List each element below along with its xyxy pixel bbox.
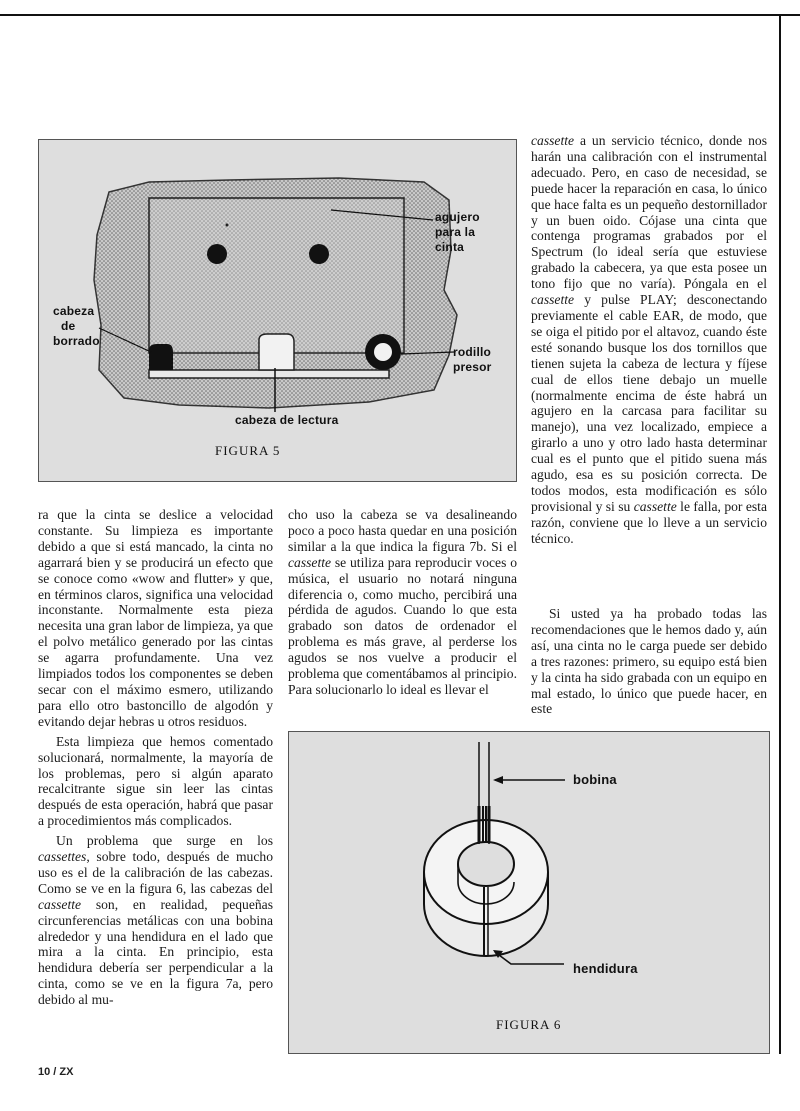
text-column-right-bottom [531,606,767,717]
label-bobina: bobina [573,772,617,787]
tape-path [149,370,389,378]
page-number: 10 / ZX [38,1066,74,1078]
paragraph: cassette a un servicio técnico, donde nos harán una calibración con el instrumental adecuado. Pero, en caso de necesidad, se puede hacer la reparación en casa, lo único que hace falta es un pequeño destornillador y un buen oido. Cójase una cinta que contenga programas grabados por el Spectrum (lo ideal sería que estuviese grabado la cabecera, ya que esta posee un tono fijo que no varía). Póngala en el cassette y pulse PLAY; desconectando previamente el cable EAR, de modo, que se oiga el pitido por el altavoz, cuando éste esté sonando busque los dos tornillos que tienen sujeta la cabeza de lectura y fíjese cual de ellos tiene debajo un muelle (normalmente encima de éste habrá un agujero en la carcasa para facilitar su manejo), una vez localizado, empiece a girarlo a uno y otro lado hasta determinar cual es el punto que el pitido suena más agudo, esa es su posición correcta. De todos modos, esta modificación es sólo provisional y si su cassette le falla, por esta razón, conviene que lo lleve a un servicio técnico. [531,133,767,546]
figure-6-drawing [289,732,769,1053]
paragraph: Si usted ya ha probado todas las recomendaciones que le hemos dado y, aún así, una cinta no le carga puede ser debido a tres razones: primero, su equipo está bien y la cinta ha sido grabada con un equipo en mal estado, lo único que puede hacer, en este [531,606,767,717]
page-border-top [0,14,800,16]
figure-6 [288,731,770,1054]
paragraph: Un problema que surge en los cassettes, sobre todo, después de mucho uso es el de la calibración de las cabezas. Como se ve en la figura 6, las cabezas del cassette son, en realidad, pequeñas circunferencias metálicas con una bobina alrededor y una hendidura en el lado que mira a la cinta. En principio, esta hendidura debería ser perpendicular a la cinta, como se ve en la figura 7a, pero debido al mu- [38,833,273,1008]
text-column-middle [288,507,517,698]
paragraph: ra que la cinta se deslice a velocidad constante. Su limpieza es importante debido a que si está mancado, la cinta no agarrará bien y se producirá un efecto que se conoce como «wow and flutter» y que, en términos claros, significa una velocidad inconstante. Normalmente esta pieza necesita una gran labor de limpieza, ya que el polvo metálico generado por las cintas se agarra profundamente. Una vez limpiados todos los componentes se deben secar con el máximo esmero, utilizando para ello otro bastoncillo de algodón y evitando dejar hebras u otros residuos. [38,507,273,729]
label-hendidura: hendidura [573,961,638,976]
spindle-right [309,244,329,264]
figure-5-drawing [39,140,516,481]
label-agujero: agujero para la cinta [435,210,480,254]
text-column-right-top [531,133,767,547]
label-cabeza-borrado: cabeza de borrado [53,304,100,348]
paragraph: Esta limpieza que hemos comentado solucionará, normalmente, la mayoría de los problemas, pero si algún aparato recalcitrante sigue sin leer las cintas después de esta operación, habrá que pasar a procedimientos más complicados. [38,733,273,829]
ring-hole [458,842,514,886]
figure-5-caption: FIGURA 5 [215,443,281,458]
spindle-left [207,244,227,264]
label-rodillo-presor: rodillo presor [453,345,492,374]
paragraph: cho uso la cabeza se va desalineando poco a poco hasta quedar en una posición similar a la que indica la figura 7b. Si el cassette se utiliza para reproducir voces o música, el usuario no notará ninguna diferencia o, como mucho, percibirá una pérdida de agudos. Cuando lo que esta grabado son datos de ordenador el problema es más grave, al perderse los agudos se nos vuelve a producir el problema que comentábamos al principio. Para solucionarlo lo ideal es llevar el [288,507,517,697]
erase-head-shape [149,344,173,370]
page-border-right [779,14,781,1054]
figure-5 [38,139,517,482]
figure-6-caption: FIGURA 6 [496,1017,562,1032]
read-head-shape [259,334,294,370]
label-cabeza-lectura: cabeza de lectura [235,413,339,427]
text-column-left [38,507,273,1008]
